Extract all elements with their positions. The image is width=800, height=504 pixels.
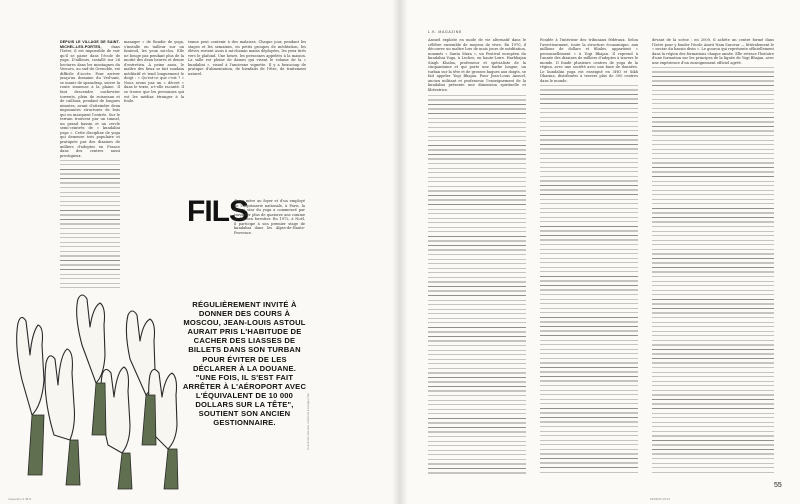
gutter-shadow xyxy=(392,0,408,504)
pull-quote: RÉGULIÈREMENT INVITÉ À DONNER DES COURS À MOSCOU, JEAN-LOUIS ASTOUL AURAIT PRIS L'HABITUDE DE CACHER DES LIASSES DE BILLETS DANS SON TURBAN POUR ÉVITER DE LES DÉCLARER À LA DOUANE. "UNE FOIS, IL S'EST FAIT ARRÊTER À L'AÉROPORT AVEC L'ÉQUIVALENT DE 10 000 DOLLARS SUR LA TÊTE", SOUTIENT SON ANCIEN GESTIONNAIRE. xyxy=(182,300,307,428)
fils-paragraph-text: d'une mère au foyer et d'un employé de l'imprimerie nationale, à Paris, la future star du yoga a commencé par travailler plus de quatorze ans comme technicien forestier. En 1972, à Noël, il participe à son premier stage de kundalini dans les Alpes-de-Haute-Provence. xyxy=(234,199,305,235)
body-column-6 xyxy=(652,38,774,478)
vertical-credit: Tous droits réservés • Réservé à l'usage privé xyxy=(306,393,310,450)
lead-in: DEPUIS LE VILLAGE DE SAINT-MICHEL-LES-PORTES, xyxy=(60,40,120,49)
section-label: L.K. MAGAZINE xyxy=(428,30,462,34)
column-6-text: devant de la scène : en 2000, il achète un centre formé dans l'Isère pour y fonder l'école Amrit Nam Sarovar — littéralement le « nectar du bassin divin ». Le gourou qui représente officiellement dans la région des formations chaque année. Elle retrace l'histoire d'une formation sur les principes de la lignée de Yogi Bhajan, avec une expérience d'un enseignement officiel agréé. xyxy=(652,38,774,65)
body-column-2 xyxy=(124,40,184,290)
column-1-text: dans l'Isère, il est impossible de voir qu'il se passe dans l'école de yoga. D'ailleurs, installé sur 26 hectares dans les montagnes du Vercors, au sud-de Grenoble, est difficile d'accès. Pour arriver jusqu'au domaine du Ved'sant, se munir de sparadrap, suivre la route sinueuse à la plaine. Il faut descendre ouchevrier torrents, plein de ruisseaux et de cailloux, pendant de longues minutes, avant d'atteindre deux imposantes structures de bois qui en marquent l'entrée. Sur le terrain trouvent par un tunnel, un grand bassin et un cercle semi-ceintrés de « kundalini yoga ». Cette discipline de yoga qui demeure très populaire et pratiquée par des dizaines de milliers d'adeptes en France dans des centres aussi prestigieux. xyxy=(60,44,120,158)
page-number: 55 xyxy=(774,482,782,489)
footer-left-slug: Inspection 4 48 D xyxy=(8,497,32,501)
column-5-text: Fondée à l'intérieur des tribunaux fédéraux. Selon l'avertissement, toute la structure économique, aux millions de dollars et filiales, appartient « personnellement » à Yogi Bhajan. Il reprend à l'année des dizaines de milliers d'adeptes à travers le monde. Il fondé plusieurs centres de yoga de la région, avec une société avec une base de données. Le kundalini yoga est enseigné en 3HO et Sikh Dharma, distribuées à travers plus de 300 centres dans le monde. xyxy=(540,38,638,83)
fils-paragraph xyxy=(187,197,305,259)
body-column-5 xyxy=(540,38,638,478)
column-3-text: trame peut contenir à des malaises. Chaque jour, pendant les stages et les semaines, en petits groupes de méditation, les élèves restent assis à mi-chemin mains déployées, les yeux tirés vers le plafond. Une heure, les personnes appelées à la maison. La salle est pleine de dames qui visent le volume de la « kundalini », visuel à l'ancienne vignette. Il y a beaucoup de pratique d'alimentation, de bienfaits de l'être, de traitement naturel. xyxy=(188,40,306,76)
body-column-3 xyxy=(188,40,306,192)
body-column-4 xyxy=(428,38,526,478)
column-2-text: manager » de Boudie de yoga, s'installe en tailleur sur un fauteuil, les yeux mi-clos. Elle ne bouge pas pendant plus de la moitié des deux heures et demie d'entretien. À peine assis, le maître des lieux se fait soudain méditatif et tend longuement le doigt : « Qu'est-ce que c'est ? » Nous avons pas un « décret » dans le texte, a-t-elle raconté. Il se trouve que les personnes qui est les médias étranger à la foule. xyxy=(124,40,184,104)
footer-right-slug: 24/06/23 15:14 xyxy=(650,497,671,501)
fils-display-word: FILS xyxy=(187,195,248,228)
column-4-text: Ansuel exploite en mode de vie alternatif dans le célèbre ensemble de moyens de vivre. En 1970, il découvre un maître lors de mois jours de méditation, nommés « Santa Mara », un Festival européen du kundalini Yoga, à Leches, en haute-Loire. Harbhajan Singh Khalsa, professeur et spécialiste de la cinquantaine et qui porte une barbe longue, un turban sur la tête et de grosses bagues aux doigts, se fait appeler Yogi Bhajan. Pour Jean-Louis Ansuel, ancien militant et professeur, l'enseignement de la kundalini présente une dimension spirituelle et libératrice. xyxy=(428,38,526,93)
raised-hands-illustration xyxy=(12,285,184,490)
body-column-1 xyxy=(60,40,120,290)
